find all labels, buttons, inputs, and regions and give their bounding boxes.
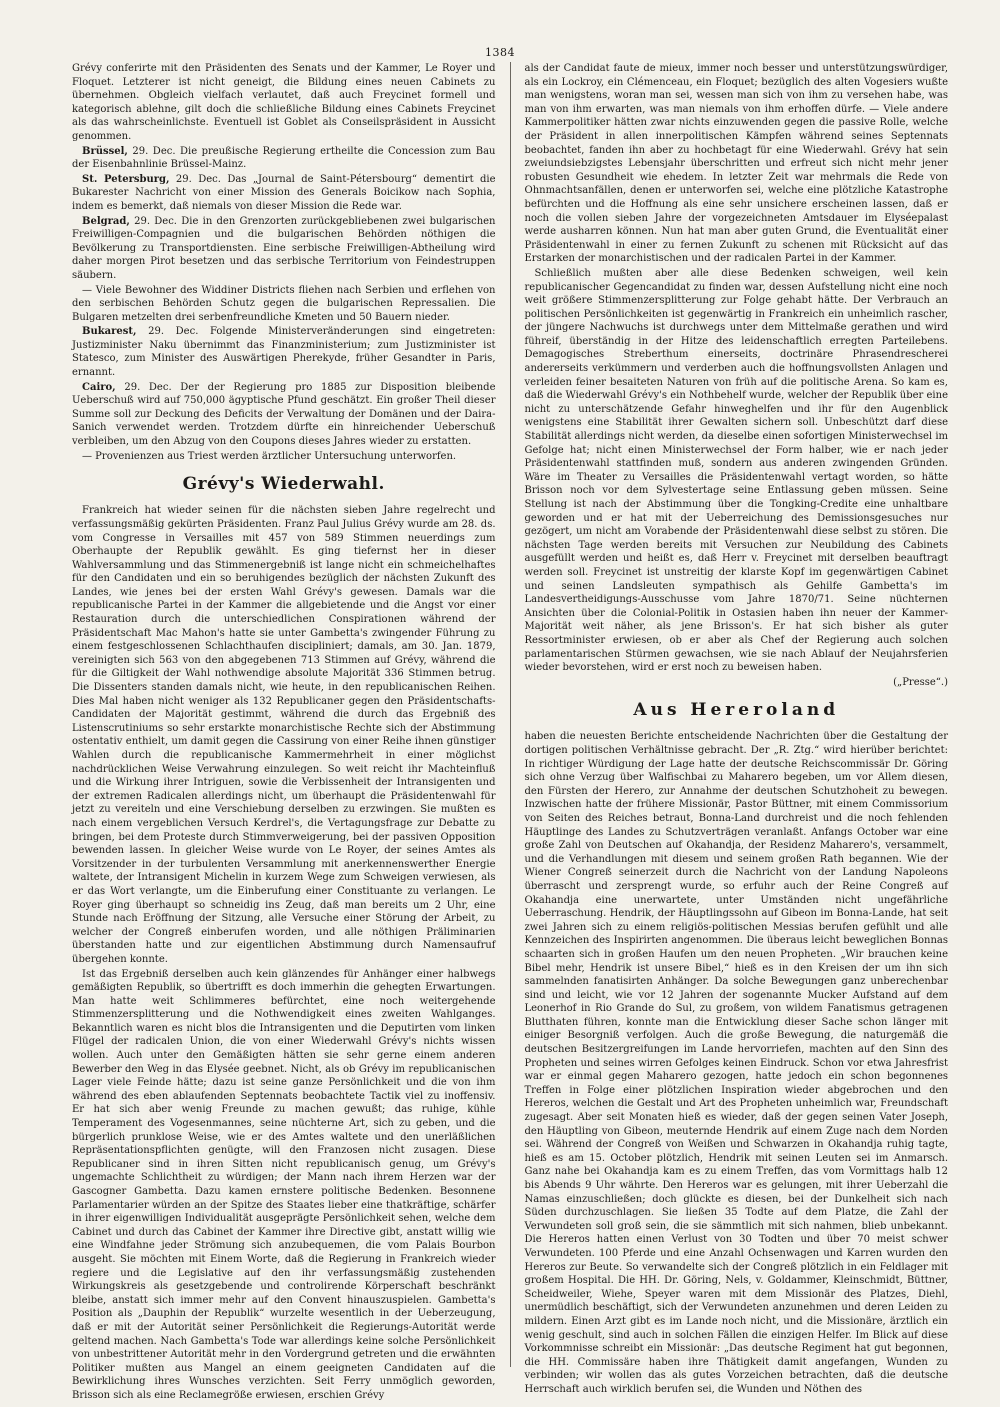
news-paragraph: Brüssel, 29. Dec. Die preußische Regierung ertheilte die Concession zum Bau der Eisenbahnlinie Brüssel-Mainz. — [72, 145, 496, 171]
column-divider — [510, 62, 511, 1367]
dateline: Bukarest, — [82, 326, 137, 338]
article-columns — [72, 62, 948, 1401]
news-paragraph: — Provenienzen aus Triest werden ärztlicher Untersuchung unterworfen. — [82, 450, 457, 462]
news-paragraph: Cairo, 29. Dec. Der der Regierung pro 1885 zur Disposition bleibende Ueberschuß wird auf 750,000 ägyptische Pfund geschätzt. Ein großer Theil dieser Summe soll zur Deckung des Deficits der Verwaltung der Domänen und der Daira-Sanich verwendet werden. Trotzdem dürfte ein hinreichender Ueberschuß verbleiben, um den Abzug von den Coupons dieses Jahres wieder zu erstatten. — [72, 381, 496, 448]
article-heading-grevy: Grévy's Wiederwahl. — [182, 474, 385, 495]
dateline: Cairo, — [82, 381, 116, 393]
news-paragraph: Belgrad, 29. Dec. Die in den Grenzorten zurückgebliebenen zwei bulgarischen Freiwilligen-Compagnien und die bulgarischen Behörden nöthigen die Bevölkerung zu Transportdiensten. Eine serbische Freiwilligen-Abtheilung wird daher morgen Pirot besetzen und das serbische Territorium von Feindestruppen säubern. — [72, 215, 496, 281]
page-number: 1384 — [485, 46, 515, 59]
article-paragraph: Ist das Ergebniß derselben auch kein glänzendes für Anhänger einer halbwegs gemäßigten Republik, so übertrifft es doch immerhin die gehegten Erwartungen. Man hatte weit Schlimmeres befürchtet, eine noch weitergehende Stimmenzersplitterung und die Nothwendigkeit eines zweiten Wahlganges. Bekanntlich waren es nicht blos die Intransigenten und die Deputirten vom linken Flügel der radicalen Union, die von einer Wiederwahl Grévy's nichts wissen wollen. Auch unter den Gemäßigten hätten sie sehr gerne einem anderen Bewerber den Weg in das Elysée geebnet. Nicht, als ob Grévy im republicanischen Lager viele Feinde hätte; dazu ist seine ganze Persönlichkeit und die von ihm während des eben ablaufenden Septennats beobachtete Tactik viel zu inoffensiv. Er hat sich aber wenig Freunde zu machen gewußt; das ruhige, kühle Temperament des Vogesenmannes, seine nüchterne Art, sich zu geben, und die bürgerlich prunklose Weise, wie er des Amtes waltete und den unerläßlichen Repräsentationspflichten genügte, will den Franzosen nicht zusagen. Diese Republicaner sind in ihren Sitten nicht republicanisch genug, um Grévy's ungemachte Schlichtheit zu würdigen; der Mann nach ihrem Herzen war der Gascogner Gambetta. Dazu kamen ernstere politische Bedenken. Besonnene Parlamentarier würden an der Spitze des Staates lieber eine thatkräftige, schärfer in ihrer eigenwilligen Individualität ausgeprägte Persönlichkeit sehen, welche dem Cabinet und durch das Cabinet der Kammer ihre Directive gibt, anstatt willig wie eine Windfahne jeder Strömung sich anzubequemen, die vom Palais Bourbon ausgeht. Sie möchten mit Einem Worte, daß die Regierung in Frankreich wieder regiere und die Legislative auf den ihr verfassungsmäßig zustehenden Wirkungskreis als gesetzgebende und controlirende Körperschaft beschränkt bleibe, anstatt sich immer mehr auf den Convent hinauszuspielen. Gambetta's Position als „Dauphin der Republik“ wurzelte wesentlich in der Ueberzeugung, daß er mit der Autorität seiner Persönlichkeit die Regierungs-Autorität werde geltend machen. Nach Gambetta's Tode war allerdings keine solche Persönlichkeit von unbestrittener Autorität mehr in den Vordergrund getreten und die erwähnten Politiker mußten aus Mangel an einem geeigneten Candidaten auf die Bewirklichung ihres Wunsches verzichten. Seit Ferry unmöglich geworden, Brisson sich als eine Reclamegröße erwiesen, erschien Grévy — [72, 968, 496, 1401]
left-column — [72, 62, 496, 1401]
news-paragraph: Grévy conferirte mit den Präsidenten des Senats und der Kammer, Le Royer und Floquet. Letzterer ist nicht geneigt, die Bildung eines neuen Cabinets zu übernehmen. Obgleich vielfach verlautet, daß auch Freycinet formell und kategorisch ablehne, gilt doch die schließliche Bildung eines Cabinets Freycinet als das wahrscheinlichste. Eventuell ist Goblet als Conseilspräsident in Aussicht genommen. — [72, 63, 496, 142]
dateline: Belgrad, — [82, 215, 130, 227]
article-paragraph: haben die neuesten Berichte entscheidende Nachrichten über die Gestaltung der dortigen politischen Verhältnisse gebracht. Der „R. Ztg.“ wird hierüber berichtet: In richtiger Würdigung der Lage hatte der deutsche Reichscommissär Dr. Göring sich ohne Verzug über Walfischbai zu Maharero begeben, um vor Allem diesen, den Fürsten der Herero, zur Annahme der deutschen Schutzhoheit zu bewegen. Inzwischen hatte der frühere Missionär, Pastor Büttner, mit einem Commissorium von Seiten des Reiches betraut, Bonna-Land durchreist und die noch fehlenden Häuptlinge des Landes zu Schutzverträgen veranlaßt. Anfangs October war eine große Zahl von Deutschen auf Okahandja, der Residenz Maharero's, versammelt, und die Verhandlungen mit diesem und seinem großen Rath begannen. Wie der Wiener Congreß seinerzeit durch die Nachricht von der Landung Napoleons überrascht und zersprengt wurde, so erfuhr auch der Reine Congreß auf Okahandja eine unerwartete, unter Umständen nicht ungefährliche Ueberraschung. Hendrik, der Häuptlingssohn auf Gibeon im Bonna-Lande, hat seit zwei Jahren sich zu einem religiös-politischen Messias berufen gefühlt und alle Kennzeichen des Inspirirten angenommen. Die überaus leicht beweglichen Bonnas schaarten sich in großen Haufen um den neuen Propheten. „Wir brauchen keine Bibel mehr, Hendrik ist unsere Bibel,“ hieß es in den Kreisen der um ihn sich sammelnden fanatisirten Anhänger. Da solche Bewegungen ganz unberechenbar sind und leicht, wie vor 12 Jahren der sogenannte Mucker Aufstand auf dem Leonerhof in Rio Grande do Sul, zu großem, von wildem Fanatismus getragenen Blutthaten führen, konnte man die Entwicklung dieser Sache schon länger mit einiger Besorgniß verfolgen. Auch die große Bewegung, die naturgemäß die deutschen Besitzergreifungen im Lande hervorriefen, machten auf den Sinn des Propheten und seines wirren Gefolges keinen Eindruck. Schon vor etwa Jahresfrist war er einmal gegen Maharero gezogen, hatte jedoch ein schon begonnenes Treffen in Folge einer plötzlichen Inspiration wieder abgebrochen und den Hereros, welchen die Gestalt und Art des Propheten unheimlich war, Freundschaft zugesagt. Aber seit Monaten hieß es wieder, daß der gegen seinen Vater Joseph, den Häuptling von Gibeon, meuternde Hendrik auf einem Zuge nach dem Norden sei. Während der Congreß von Weißen und Schwarzen in Okahandja ruhig tagte, hieß es am 15. October plötzlich, Hendrik mit seinen Leuten sei im Anmarsch. Ganz nahe bei Okahandja kam es zu einem Treffen, das vom Vormittags halb 12 bis Abends 9 Uhr währte. Den Hereros war es gelungen, mit ihrer Ueberzahl die Namas einzuschließen; doch glückte es diesen, bei der Dunkelheit sich nach Süden durchzuschlagen. Sie ließen 35 Todte auf dem Platze, die Zahl der Verwundeten soll groß sein, die sie sämmtlich mit sich nahmen, blieb unbekannt. Die Hereros hatten einen Verlust von 30 Todten und über 70 meist schwer Verwundeten. 100 Pferde und eine Anzahl Ochsenwagen und Karren wurden den Hereros zur Beute. So verwandelte sich der Congreß plötzlich in ein Feldlager mit großem Hospital. Die HH. Dr. Göring, Nels, v. Goldammer, Kleinschmidt, Büttner, Scheidweiler, Wiehe, Speyer waren mit dem Missionär des Platzes, Diehl, unermüdlich beschäftigt, sich der Verwundeten anzunehmen und deren Leiden zu mildern. Einen Arzt gibt es im Lande noch nicht, und die Missionäre, ärztlich ein wenig geschult, sind auch in solchen Fällen die einzigen Helfer. Im Blick auf diese Vorkommnisse schreibt ein Missionär: „Das deutsche Regiment hat gut begonnen, die HH. Commissäre haben ihre Thätigkeit damit angefangen, Wunden zu verbinden; wir wollen das als gutes Vorzeichen betrachten, daß die deutsche Herrschaft auch wirklich berufen sei, die Wunden und Nöthen des — [524, 731, 948, 1395]
right-column — [524, 62, 949, 1395]
article-paragraph: Schließlich mußten aber alle diese Bedenken schweigen, weil kein republicanischer Gegencandidat zu finden war, dessen Aufstellung nicht eine noch weit größere Stimmenzersplitterung zur Folge gehabt hätte. Der Verbrauch an politischen Persönlichkeiten ist gegenwärtig in Frankreich ein unheimlich rascher, der jüngere Nachwuchs ist durchwegs unter dem Mittelmaße gerathen und wird führeif, überständig in der Hitze des leidenschaftlich erregten Parteilebens. Demagogisches Streberthum einerseits, doctrinäre Phrasendrescherei andererseits verkümmern und verderben auch die hoffnungsvollsten Anlagen und verleiden feiner besaiteten Naturen von früh auf die politische Arena. So kam es, daß die Wiederwahl Grévy's ein Nothbehelf wurde, welcher der Republik über eine nicht zu unterschätzende Gefahr hinweghelfen und ihr für den Augenblick wenigstens eine Stabilität ihrer Gewalten sichern soll. Unbeschützt darf diese Stabilität allerdings nicht werden, da dieselbe einen sofortigen Ministerwechsel im Gefolge hat; nicht einen Ministerwechsel der Form halber, wie er nach jeder Präsidentenwahl stattfinden muß, sondern aus anderen zwingenden Gründen. Wäre im Theater zu Versailles die Präsidentenwahl vertagt worden, so hätte Brisson noch vor dem Sylvestertage seine Entlassung geben müssen. Seine Stellung ist nach der Abstimmung über die Tongking-Credite eine unhaltbare geworden und er hat mit der Ueberreichung des Demissionsgesuches nur gezögert, um nicht am Vorabende der Präsidentenwahl diese selbst zu stören. Die nächsten Tage werden bereits mit Versuchen zur Neubildung des Cabinets ausgefüllt werden und heißt es, daß Herr v. Freycinet mit derselben beauftragt werden soll. Freycinet ist unstreitig der klarste Kopf im gegenwärtigen Cabinet und seinen Landsleuten sympathisch als Gehilfe Gambetta's im Landesvertheidigungs-Ausschusse vom Jahre 1870/71. Seine nüchternen Ansichten über die Colonial-Politik in Ostasien haben ihn neuer der Kammer-Majorität weit näher, als jene Brisson's. Er hat sich bisher als guter Ressortminister erwiesen, ob er aber als Chef der Regierung auch solchen parlamentarischen Stürmen gewachsen, wie sie nach Ablauf der Neujahrsferien wieder bevorstehen, wird er erst noch zu beweisen haben. — [524, 267, 948, 674]
article-paragraph: als der Candidat faute de mieux, immer noch besser und unterstützungswürdiger, als ein Lockroy, ein Clémenceau, ein Floquet; bezüglich des alten Vogesiers wußte man wenigstens, woran man sei, wessen man sich von ihm zu versehen habe, was man von ihm erwarten, was man niemals von ihm erhoffen dürfe. — Viele andere Kammerpolitiker hätten zwar nichts einzuwenden gegen die passive Rolle, welche der Präsident in allen innerpolitischen Kämpfen während seines Septennats beobachtet, fanden ihn aber zu hochbetagt für eine Wiederwahl. Grévy hat sein zweiundsiebzigstes Lebensjahr überschritten und erfreut sich nicht mehr jener robusten Gesundheit wie ehedem. In letzter Zeit war mehrmals die Rede von Ohnmachtsanfällen, denen er unterworfen sei, welche eine plötzliche Katastrophe befürchten und die Hoffnung als eine sehr unsichere erscheinen lassen, daß er noch die vollen sieben Jahre der vorgezeichneten Amtsdauer im Elyséepalast werde ausharren können. Nun hat man aber guten Grund, die Eventualität einer Präsidentenwahl in einer zu fernen Zukunft zu schenen mit Rücksicht auf das Erstarken der monarchistischen und der radicalen Partei in der Kammer. — [524, 63, 948, 265]
dateline: St. Petersburg, — [82, 173, 170, 185]
dateline: Brüssel, — [82, 145, 128, 157]
article-paragraph: Frankreich hat wieder seinen für die nächsten sieben Jahre regelrecht und verfassungsmäßig gekürten Präsidenten. Franz Paul Julius Grévy wurde am 28. ds. vom Congresse in Versailles mit 457 von 589 Stimmen neuerdings zum Oberhaupte der Republik gewählt. Es ging tiefernst her in dieser Wahlversammlung und das Stimmenergebniß ist lange nicht ein schmeichelhaftes für den Candidaten und ein so beruhigendes bezüglich der nächsten Zukunft des Landes, wie jenes bei der ersten Wahl Grévy's gewesen. Damals war die republicanische Partei in der Kammer die allgebietende und die Angst vor einer Restauration durch die unterschiedlichen Conspirationen während der Präsidentschaft Mac Mahon's hatte sie unter Gambetta's zwingender Führung zu einem festgeschlossenen Schlachthaufen discipliniert; damals, am 30. Jan. 1879, vereinigten sich 563 von den abgegebenen 713 Stimmen auf Grévy, während die für die Giltigkeit der Wahl nothwendige absolute Majorität 336 Stimmen betrug. Die Dissenters standen damals nicht, wie heute, in den republicanischen Reihen. Dies Mal haben nicht weniger als 132 Republicaner gegen den Präsidentschafts-Candidaten der Majorität gestimmt, während die durch das Ergebniß des Listenscrutiniums so sehr erstarkte monarchistische Rechte sich der Abstimmung ostentativ enthielt, um damit gegen die Cassirung von einer Reihe ihnen günstiger Wahlen durch die republicanische Kammermehrheit in einer möglichst nachdrücklichen Weise Verwahrung einzulegen. So weit reicht ihr Machteinfluß und die Wirkung ihrer Intriguen, sowie die Verbissenheit der Intransigenten und der extremen Radicalen allerdings nicht, um überhaupt die Präsidentenwahl für jetzt zu vereiteln und eine Verschiebung derselben zu erzwingen. Sie mußten es nach einem vergeblichen Versuch Kerdrel's, die Vertagungsfrage zur Debatte zu bringen, bei dem Proteste durch Stimmverweigerung, bei der passiven Opposition bewenden lassen. In gleicher Weise wurde von Le Royer, der seines Amtes als Vorsitzender in der turbulenten Versammlung mit anerkennenswerther Energie waltete, der Intransigent Michelin in kurzem Wege zum Schweigen verwiesen, als er das Wort verlangte, um die Einberufung einer Constituante zu verlangen. Le Royer ging überhaupt so schneidig ins Zeug, daß man bereits um 2 Uhr, eine Stunde nach Eröffnung der Sitzung, alle Versuche einer Störung der Arbeit, zu welcher der Congreß einberufen worden, und alle nöthigen Präliminarien überstanden hatte und zur eigentlichen Abstimmung durch Namensaufruf übergehen konnte. — [72, 505, 496, 965]
news-paragraph: Bukarest, 29. Dec. Folgende Ministerveränderungen sind eingetreten: Justizminister Naku übernimmt das Finanzministerium; zum Justizminister ist Statesco, zum Minister des Auswärtigen Pherekyde, früher Gesandter in Paris, ernannt. — [72, 326, 496, 379]
article-heading-hereroland: Aus Hereroland — [633, 700, 840, 721]
news-paragraph: St. Petersburg, 29. Dec. Das „Journal de Saint-Pétersbourg“ dementirt die Bukarester Nachricht von einer Mission des Generals Boicikow nach Sophia, indem es bemerkt, daß niemals von dieser Mission die Rede war. — [72, 173, 496, 212]
source-attribution: („Presse“.) — [893, 676, 948, 688]
news-paragraph: — Viele Bewohner des Widdiner Districts fliehen nach Serbien und erflehen von den serbischen Behörden Schutz gegen die bulgarischen Repressalien. Die Bulgaren metzelten drei serbenfreundliche Kmeten und 50 Bauern nieder. — [72, 284, 496, 323]
